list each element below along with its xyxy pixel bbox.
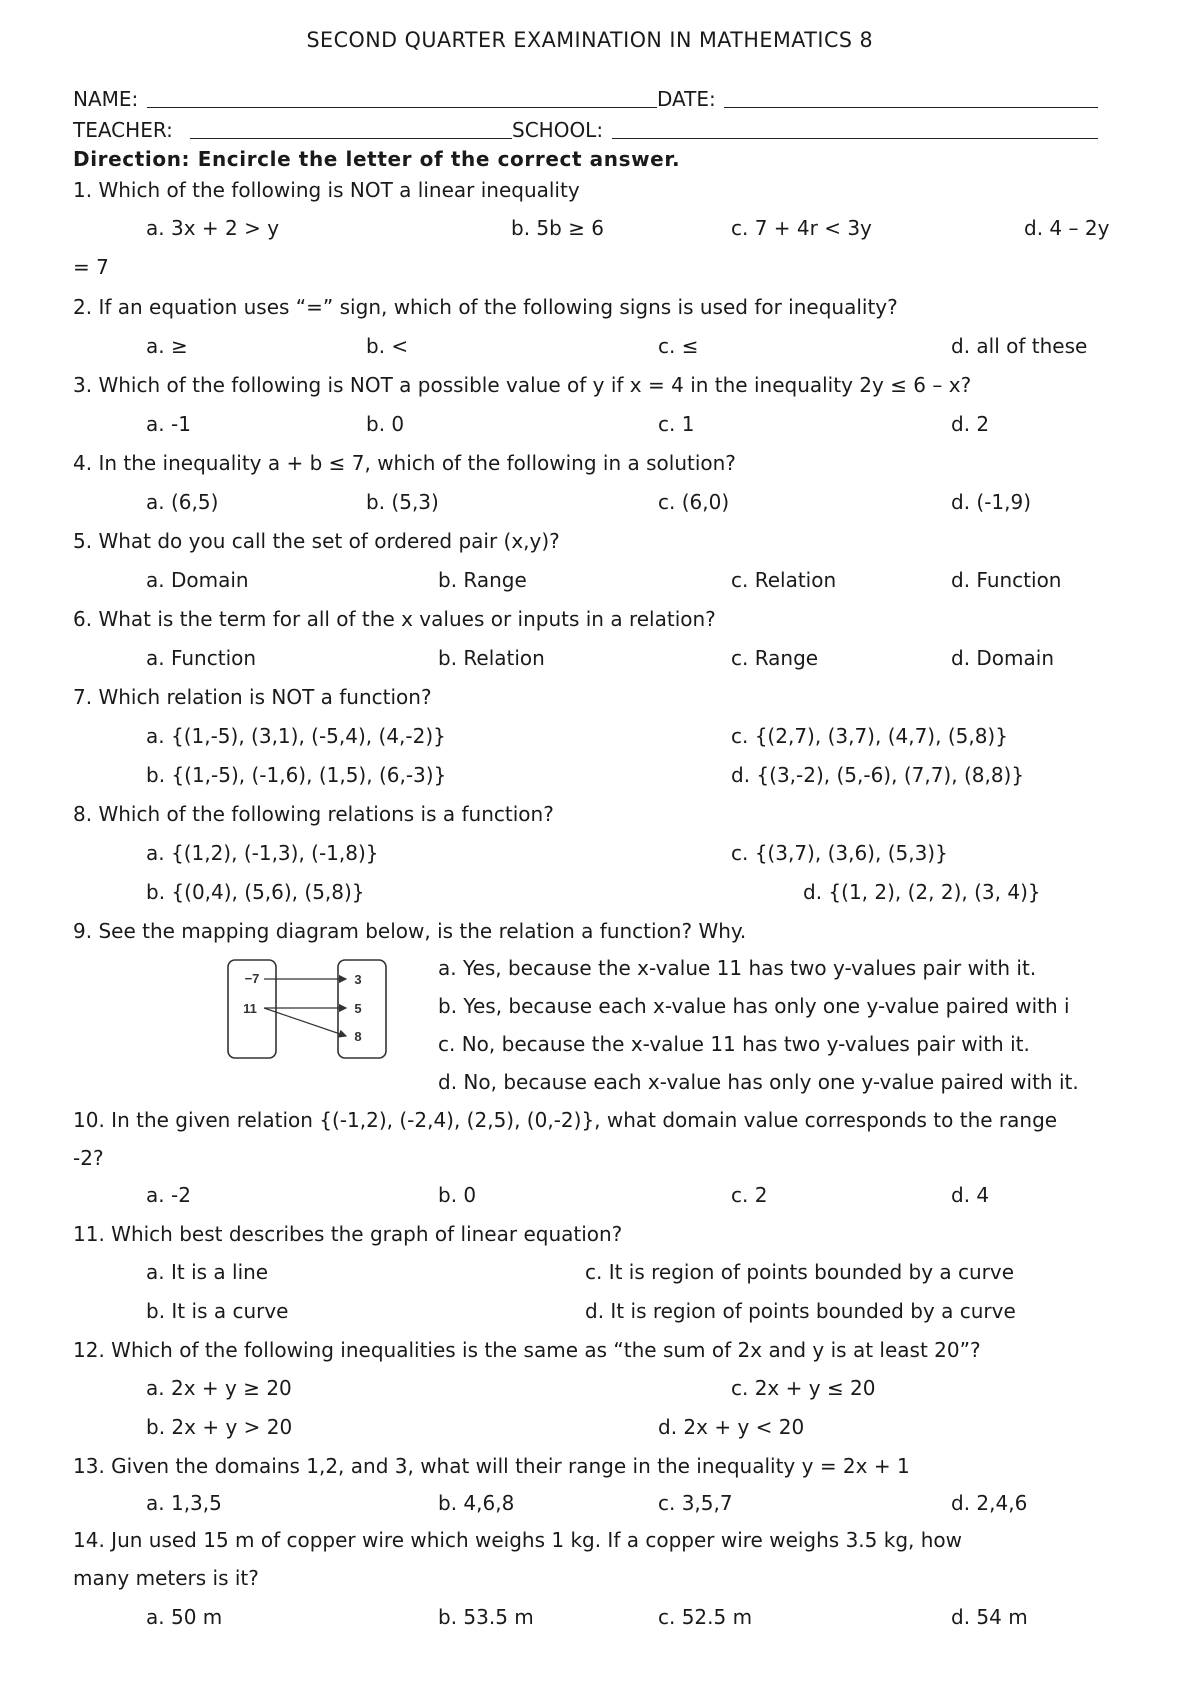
question-3: 3. Which of the following is NOT a possible value of y if x = 4 in the inequality 2y ≤ 6 – x?	[73, 373, 972, 397]
question-11: 11. Which best describes the graph of linear equation?	[73, 1222, 623, 1246]
q12-choice-d[interactable]: d. 2x + y < 20	[658, 1415, 805, 1439]
q9-choice-c[interactable]: c. No, because the x-value 11 has two y-values pair with it.	[438, 1032, 1030, 1056]
date-line[interactable]	[724, 107, 1098, 108]
q4-choice-a[interactable]: a. (6,5)	[146, 490, 219, 514]
q6-choice-c[interactable]: c. Range	[731, 646, 819, 670]
q4-choice-b[interactable]: b. (5,3)	[366, 490, 439, 514]
name-line[interactable]	[147, 107, 657, 108]
q13-choice-c[interactable]: c. 3,5,7	[658, 1491, 733, 1515]
q14-choice-d[interactable]: d. 54 m	[951, 1605, 1028, 1629]
question-14: 14. Jun used 15 m of copper wire which weighs 1 kg. If a copper wire weighs 3.5 kg, how	[73, 1528, 963, 1552]
q14-choice-c[interactable]: c. 52.5 m	[658, 1605, 753, 1629]
q8-choice-c[interactable]: c. {(3,7), (3,6), (5,3)}	[731, 841, 948, 865]
q14-choice-a[interactable]: a. 50 m	[146, 1605, 223, 1629]
q2-choice-a[interactable]: a. ≥	[146, 334, 188, 358]
q13-choice-d[interactable]: d. 2,4,6	[951, 1491, 1028, 1515]
q11-choice-c[interactable]: c. It is region of points bounded by a curve	[585, 1260, 1015, 1284]
q2-choice-c[interactable]: c. ≤	[658, 334, 699, 358]
date-label: DATE:	[657, 87, 716, 111]
school-label: SCHOOL:	[512, 118, 604, 142]
question-14-wrap: many meters is it?	[73, 1566, 259, 1590]
question-10-wrap: -2?	[73, 1146, 104, 1170]
q9-choice-d[interactable]: d. No, because each x-value has only one y-value paired with it.	[438, 1070, 1079, 1094]
page-title: SECOND QUARTER EXAMINATION IN MATHEMATICS 8	[306, 28, 874, 52]
q5-choice-a[interactable]: a. Domain	[146, 568, 249, 592]
q14-choice-b[interactable]: b. 53.5 m	[438, 1605, 534, 1629]
mapping-diagram	[226, 958, 388, 1060]
q1-choice-d-wrap: = 7	[73, 255, 109, 279]
question-8: 8. Which of the following relations is a function?	[73, 802, 554, 826]
q11-choice-d[interactable]: d. It is region of points bounded by a curve	[585, 1299, 1016, 1323]
q1-choice-d[interactable]: d. 4 – 2y	[1024, 216, 1110, 240]
q10-choice-a[interactable]: a. -2	[146, 1183, 191, 1207]
q9-choice-a[interactable]: a. Yes, because the x-value 11 has two y-values pair with it.	[438, 956, 1037, 980]
q6-choice-b[interactable]: b. Relation	[438, 646, 545, 670]
range-value-3: 8	[354, 1029, 362, 1044]
q3-choice-c[interactable]: c. 1	[658, 412, 695, 436]
q5-choice-c[interactable]: c. Relation	[731, 568, 837, 592]
q2-choice-b[interactable]: b. <	[366, 334, 409, 358]
q7-choice-a[interactable]: a. {(1,-5), (3,1), (-5,4), (4,-2)}	[146, 724, 446, 748]
question-9: 9. See the mapping diagram below, is the relation a function? Why.	[73, 919, 747, 943]
q11-choice-a[interactable]: a. It is a line	[146, 1260, 269, 1284]
name-label: NAME:	[73, 87, 139, 111]
question-4: 4. In the inequality a + b ≤ 7, which of the following in a solution?	[73, 451, 736, 475]
question-6: 6. What is the term for all of the x values or inputs in a relation?	[73, 607, 716, 631]
teacher-line[interactable]	[190, 138, 512, 139]
q8-choice-b[interactable]: b. {(0,4), (5,6), (5,8)}	[146, 880, 365, 904]
q5-choice-b[interactable]: b. Range	[438, 568, 527, 592]
domain-value-1: −7	[244, 971, 260, 986]
q4-choice-d[interactable]: d. (-1,9)	[951, 490, 1032, 514]
range-oval	[338, 960, 386, 1058]
q12-choice-a[interactable]: a. 2x + y ≥ 20	[146, 1376, 292, 1400]
q6-choice-d[interactable]: d. Domain	[951, 646, 1055, 670]
question-13: 13. Given the domains 1,2, and 3, what will their range in the inequality y = 2x + 1	[73, 1454, 910, 1478]
question-1: 1. Which of the following is NOT a linear inequality	[73, 178, 580, 202]
q12-choice-b[interactable]: b. 2x + y > 20	[146, 1415, 293, 1439]
q4-choice-c[interactable]: c. (6,0)	[658, 490, 730, 514]
q1-choice-a[interactable]: a. 3x + 2 > y	[146, 216, 280, 240]
q10-choice-c[interactable]: c. 2	[731, 1183, 768, 1207]
school-line[interactable]	[612, 138, 1098, 139]
q5-choice-d[interactable]: d. Function	[951, 568, 1062, 592]
q13-choice-a[interactable]: a. 1,3,5	[146, 1491, 222, 1515]
q1-choice-c[interactable]: c. 7 + 4r < 3y	[731, 216, 872, 240]
q11-choice-b[interactable]: b. It is a curve	[146, 1299, 289, 1323]
question-2: 2. If an equation uses “=” sign, which of the following signs is used for inequality?	[73, 295, 898, 319]
q8-choice-a[interactable]: a. {(1,2), (-1,3), (-1,8)}	[146, 841, 379, 865]
teacher-label: TEACHER:	[73, 118, 173, 142]
q6-choice-a[interactable]: a. Function	[146, 646, 257, 670]
question-10: 10. In the given relation {(-1,2), (-2,4), (2,5), (0,-2)}, what domain value corresponds to the range	[73, 1108, 1058, 1132]
question-5: 5. What do you call the set of ordered pair (x,y)?	[73, 529, 560, 553]
q7-choice-d[interactable]: d. {(3,-2), (5,-6), (7,7), (8,8)}	[731, 763, 1025, 787]
q7-choice-b[interactable]: b. {(1,-5), (-1,6), (1,5), (6,-3)}	[146, 763, 447, 787]
q8-choice-d[interactable]: d. {(1, 2), (2, 2), (3, 4)}	[803, 880, 1041, 904]
q7-choice-c[interactable]: c. {(2,7), (3,7), (4,7), (5,8)}	[731, 724, 1008, 748]
q3-choice-d[interactable]: d. 2	[951, 412, 990, 436]
question-12: 12. Which of the following inequalities is the same as “the sum of 2x and y is at least 20”?	[73, 1338, 981, 1362]
q1-choice-b[interactable]: b. 5b ≥ 6	[511, 216, 605, 240]
range-value-1: 3	[354, 972, 362, 987]
q3-choice-b[interactable]: b. 0	[366, 412, 405, 436]
range-value-2: 5	[354, 1001, 362, 1016]
q12-choice-c[interactable]: c. 2x + y ≤ 20	[731, 1376, 876, 1400]
q2-choice-d[interactable]: d. all of these	[951, 334, 1088, 358]
q9-choice-b[interactable]: b. Yes, because each x-value has only one y-value paired with i	[438, 994, 1070, 1018]
direction-text: Direction: Encircle the letter of the correct answer.	[73, 147, 681, 171]
q10-choice-b[interactable]: b. 0	[438, 1183, 477, 1207]
domain-value-2: 11	[243, 1001, 257, 1016]
q13-choice-b[interactable]: b. 4,6,8	[438, 1491, 515, 1515]
q3-choice-a[interactable]: a. -1	[146, 412, 191, 436]
q10-choice-d[interactable]: d. 4	[951, 1183, 990, 1207]
question-7: 7. Which relation is NOT a function?	[73, 685, 432, 709]
